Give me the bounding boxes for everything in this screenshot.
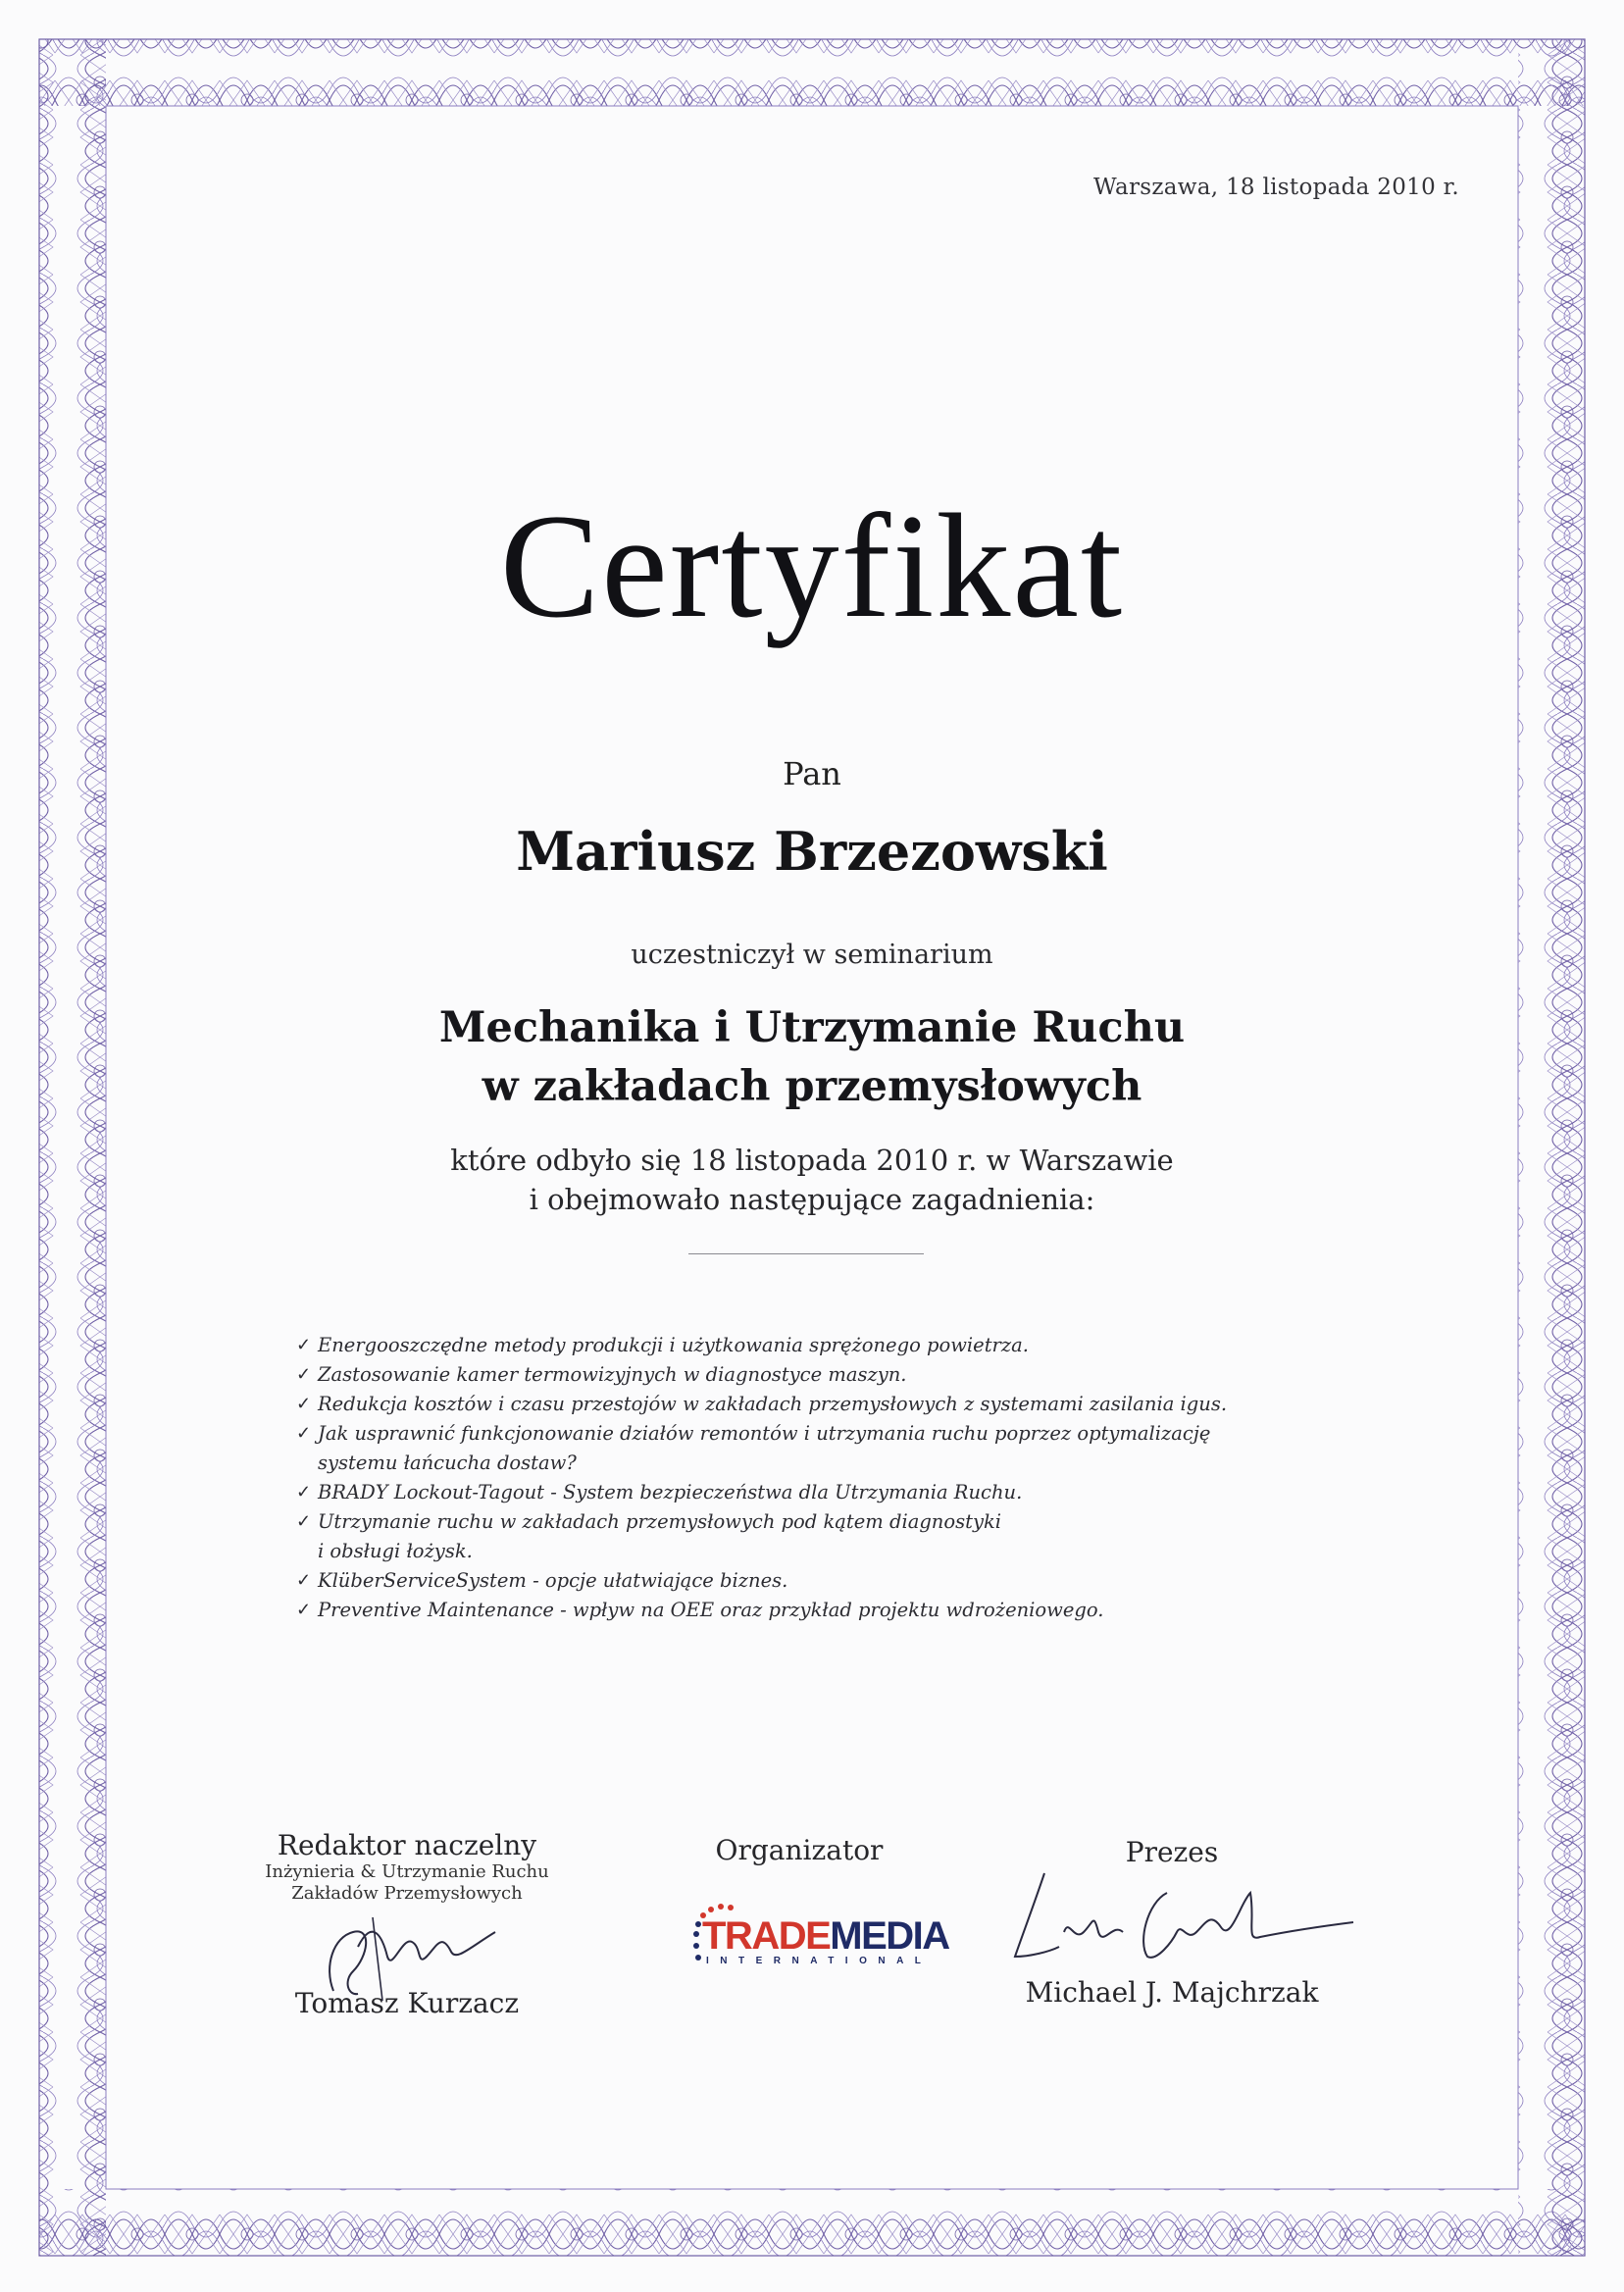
topic-text: KlüberServiceSystem - opcje ułatwiające biznes. xyxy=(318,1569,788,1592)
place-date: Warszawa, 18 listopada 2010 r. xyxy=(1093,175,1459,200)
certificate-title: Certyfikat xyxy=(499,484,1125,648)
participation-text: uczestniczył w seminarium xyxy=(631,940,993,970)
topic-item xyxy=(296,1507,1277,1566)
president-name: Michael J. Majchrzak xyxy=(1025,1976,1319,2009)
seminar-title-line1: Mechanika i Utrzymanie Ruchu xyxy=(438,1003,1186,1052)
topic-text: Energooszczędne metody produkcji i użytkowania sprężonego powietrza. xyxy=(318,1334,1029,1356)
topic-text: Redukcja kosztów i czasu przestojów w zakładach przemysłowych z systemami zasilania igus. xyxy=(318,1393,1228,1415)
checkmark-icon: ✓ xyxy=(296,1394,312,1414)
salutation: Pan xyxy=(783,755,841,792)
topic-text: Utrzymanie ruchu w zakładach przemysłowych pod kątem diagnostyki xyxy=(318,1510,1002,1533)
topic-item xyxy=(296,1478,1277,1507)
editor-name: Tomasz Kurzacz xyxy=(294,1987,520,2019)
seminar-title-line2: w zakładach przemysłowych xyxy=(482,1062,1142,1111)
topic-text: Jak usprawnić funkcjonowanie działów remontów i utrzymania ruchu poprzez optymalizację xyxy=(318,1422,1211,1445)
topic-text: BRADY Lockout-Tagout - System bezpieczeństwa dla Utrzymania Ruchu. xyxy=(318,1481,1023,1503)
trademedia-logo xyxy=(686,1893,949,1971)
logo-international: INTERNATIONAL xyxy=(706,1956,933,1966)
topic-item xyxy=(296,1566,1277,1596)
checkmark-icon: ✓ xyxy=(296,1423,312,1444)
president-role: Prezes xyxy=(1125,1836,1219,1868)
topic-item xyxy=(296,1360,1277,1390)
checkmark-icon: ✓ xyxy=(296,1600,312,1620)
topic-item xyxy=(296,1419,1277,1478)
topic-text: Zastosowanie kamer termowizyjnych w diagnostyce maszyn. xyxy=(318,1363,907,1386)
president-signature-icon xyxy=(1000,1863,1363,1971)
checkmark-icon: ✓ xyxy=(296,1570,312,1591)
topic-item xyxy=(296,1331,1277,1360)
divider-line xyxy=(688,1253,924,1254)
event-info-line2: i obejmowało następujące zagadnienia: xyxy=(529,1183,1095,1216)
checkmark-icon: ✓ xyxy=(296,1335,312,1355)
editor-role: Redaktor naczelny xyxy=(277,1829,537,1861)
event-info-line1: które odbyło się 18 listopada 2010 r. w Warszawie xyxy=(450,1144,1174,1177)
editor-signature-icon xyxy=(314,1898,520,2006)
checkmark-icon: ✓ xyxy=(296,1364,312,1385)
topics-list xyxy=(296,1331,1277,1625)
signature-organizer xyxy=(686,1834,912,1866)
topic-text: systemu łańcucha dostaw? xyxy=(318,1452,577,1474)
event-info xyxy=(0,1141,1624,1219)
checkmark-icon: ✓ xyxy=(296,1482,312,1503)
editor-magazine-line2: Zakładów Przemysłowych xyxy=(291,1883,523,1904)
checkmark-icon: ✓ xyxy=(296,1511,312,1532)
organizer-role: Organizator xyxy=(715,1834,884,1866)
editor-magazine-line1: Inżynieria & Utrzymanie Ruchu xyxy=(265,1861,549,1882)
logo-trade: TRADE xyxy=(702,1914,831,1958)
seminar-title xyxy=(0,998,1624,1116)
topic-text: i obsługi łożysk. xyxy=(318,1540,473,1562)
logo-media: MEDIA xyxy=(830,1914,949,1958)
topic-item xyxy=(296,1596,1277,1625)
topic-text: Preventive Maintenance - wpływ na OEE oraz przykład projektu wdrożeniowego. xyxy=(318,1599,1104,1621)
logo-wordmark xyxy=(702,1916,949,1956)
participant-name: Mariusz Brzezowski xyxy=(516,820,1108,883)
topic-item xyxy=(296,1390,1277,1419)
